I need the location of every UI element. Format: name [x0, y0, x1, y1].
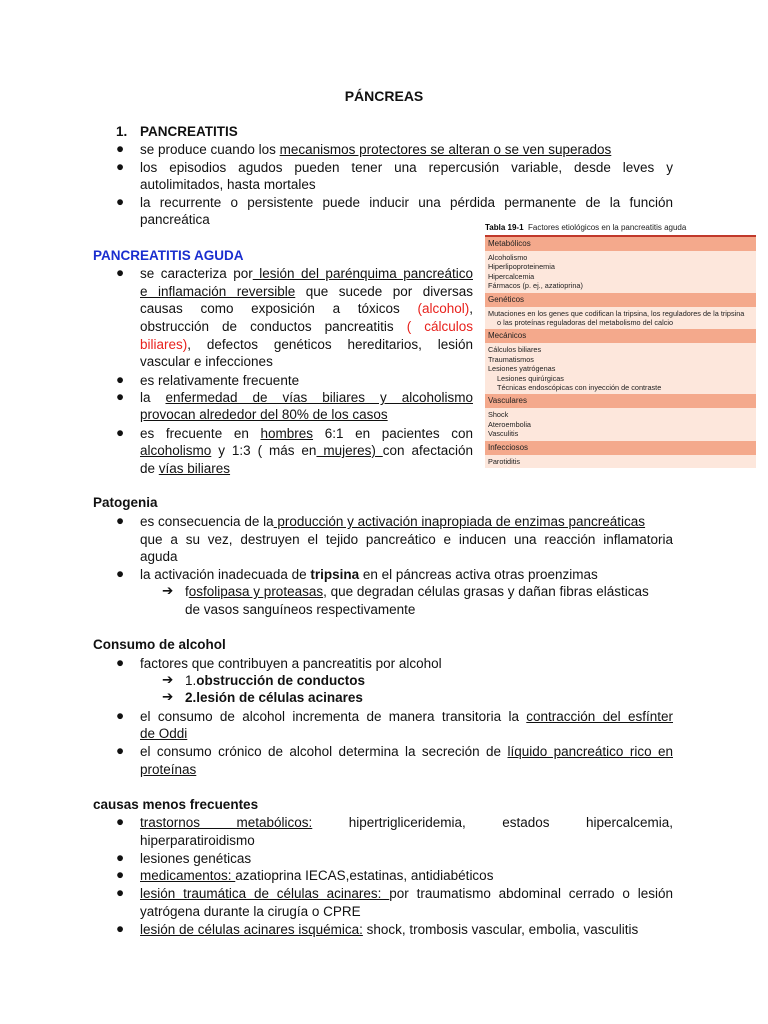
text: es consecuencia de la	[140, 514, 274, 529]
text: obstrucción de conductos pancreatitis	[140, 319, 407, 334]
bullet: ●	[116, 372, 125, 387]
list-item	[140, 743, 673, 761]
text: que sucede por diversas	[295, 284, 473, 299]
arrow-icon: ➔	[162, 583, 174, 598]
list-item-cont: hiperparatiroidismo	[140, 833, 255, 848]
underlined-text: alcoholismo	[140, 443, 212, 458]
table-row: Cálculos biliares	[488, 345, 542, 355]
table-row: Alcoholismo	[488, 253, 528, 262]
etiology-table	[485, 222, 756, 468]
list-item-cont	[140, 460, 473, 478]
text: , defectos genéticos hereditarios, lesión	[187, 337, 473, 352]
text: ,	[469, 301, 473, 316]
text: 1.	[185, 673, 197, 688]
table-row: Fármacos (p. ej., azatioprina)	[488, 281, 583, 291]
list-item: es relativamente frecuente	[140, 373, 300, 388]
list-item	[140, 867, 673, 885]
table-row: Técnicas endoscópicas con inyección de contraste	[497, 383, 662, 393]
list-item	[140, 708, 673, 726]
table-row: Ateroembolia	[488, 419, 531, 429]
sub-item-cont: de vasos sanguíneos respectivamente	[185, 602, 416, 617]
section-heading-causas: causas menos frecuentes	[93, 797, 259, 812]
text: causas como exposición a tóxicos	[140, 301, 418, 316]
list-item	[140, 921, 673, 939]
text: de	[140, 461, 159, 476]
list-item	[140, 566, 673, 584]
table-row: Hipercalcemia	[488, 271, 535, 281]
underlined-text: producción y activación inapropiada de enzimas pancreáticas	[273, 514, 646, 529]
list-item-cont: yatrógena durante la cirugía o CPRE	[140, 904, 361, 919]
text: azatioprina IECAS,estatinas, antidiabéticos	[235, 868, 494, 883]
list-item	[140, 389, 473, 407]
bullet: ●	[116, 513, 125, 528]
red-text: (alcohol)	[417, 301, 470, 316]
text: la	[140, 390, 166, 405]
underlined-text: lesión de células acinares isquémica:	[140, 922, 363, 937]
bullet: ●	[116, 655, 125, 670]
table-row: Vasculitis	[488, 429, 519, 439]
list-item-cont	[140, 725, 673, 743]
section-heading-patogenia: Patogenia	[93, 495, 158, 510]
sub-item	[185, 672, 673, 690]
text: por traumatismo abdominal cerrado o lesión	[389, 886, 673, 901]
table-row: o las proteínas reguladoras del metabolismo del calcio	[497, 318, 674, 328]
text: con afectación	[382, 443, 473, 458]
list-item-cont: vascular e infecciones	[140, 354, 273, 369]
underlined-text: lesión traumática de células acinares:	[140, 886, 390, 901]
bullet: ●	[116, 194, 125, 209]
red-text: biliares)	[140, 337, 188, 352]
list-item-cont: aguda	[140, 549, 178, 564]
table-row: Lesiones quirúrgicas	[497, 373, 564, 383]
bullet: ●	[116, 265, 125, 280]
underlined-text: mecanismos protectores se alteran o se ven superados	[279, 142, 612, 157]
list-item	[140, 265, 473, 283]
underlined-text: líquido pancreático rico en	[507, 744, 673, 759]
table-caption: Factores etiológicos en la pancreatitis aguda	[528, 223, 687, 232]
table-row: Lesiones yatrógenas	[488, 364, 556, 374]
table-section-header: Infecciosos	[485, 441, 756, 455]
bullet: ●	[116, 921, 125, 936]
bullet: ●	[116, 743, 125, 758]
page-title: PÁNCREAS	[344, 88, 424, 104]
text: el consumo crónico de alcohol determina la secreción de	[140, 744, 508, 759]
text: 6:1 en pacientes con	[313, 426, 473, 441]
bullet: ●	[116, 389, 125, 404]
list-item-cont	[140, 406, 473, 424]
underlined-text: mujeres)	[316, 443, 383, 458]
bullet: ●	[116, 885, 125, 900]
underlined-text: e inflamación reversible	[140, 284, 296, 299]
list-item-cont: autolimitados, hasta mortales	[140, 177, 316, 192]
text: el consumo de alcohol incrementa de manera transitoria la	[140, 709, 527, 724]
section-heading-aguda: PANCREATITIS AGUDA	[93, 248, 244, 263]
list-item	[140, 425, 473, 443]
list-item	[140, 885, 673, 903]
bullet: ●	[116, 814, 125, 829]
list-item: los episodios agudos pueden tener una repercusión variable, desde leves y	[140, 160, 673, 175]
bullet: ●	[116, 708, 125, 723]
list-item-cont	[140, 318, 473, 336]
text: se caracteriza por	[140, 266, 253, 281]
text: f	[185, 584, 189, 599]
bold-text: tripsina	[310, 567, 360, 582]
table-title	[485, 222, 756, 237]
bullet: ●	[116, 159, 125, 174]
bullet: ●	[116, 850, 125, 865]
table-row: Traumatismos	[488, 354, 534, 364]
table-row: Parotiditis	[488, 456, 521, 466]
bullet: ●	[116, 425, 125, 440]
red-text: ( cálculos	[406, 319, 473, 334]
list-item	[140, 141, 673, 159]
table-section-rows	[485, 343, 756, 394]
table-section-header: Genéticos	[485, 293, 756, 307]
list-item-cont	[140, 761, 673, 779]
underlined-text: trastornos metabólicos:	[140, 815, 313, 830]
text: en el páncreas activa otras proenzimas	[359, 567, 598, 582]
table-section-rows	[485, 251, 756, 293]
bullet: ●	[116, 566, 125, 581]
underlined-text: vías biliares	[158, 461, 231, 476]
bold-text: obstrucción de conductos	[196, 673, 366, 688]
text: se produce cuando los	[140, 142, 280, 157]
text: es frecuente en	[140, 426, 261, 441]
underlined-text: lesión del parénquima pancreático	[252, 266, 473, 281]
arrow-icon: ➔	[162, 689, 174, 704]
underlined-text: enfermedad de vías biliares y alcoholismo	[165, 390, 473, 405]
list-item-cont: pancreática	[140, 212, 210, 227]
list-item: factores que contribuyen a pancreatitis por alcohol	[140, 656, 442, 671]
table-section-rows	[485, 408, 756, 440]
table-section-header: Mecánicos	[485, 329, 756, 343]
underlined-text: contracción del esfínter	[526, 709, 673, 724]
list-item-cont	[140, 300, 473, 318]
list-item: lesiones genéticas	[140, 851, 252, 866]
underlined-text: provocan alrededor del 80% de los casos	[140, 407, 388, 422]
sub-item: 2.lesión de células acinares	[185, 690, 363, 705]
list-item: la recurrente o persistente puede inducir una pérdida permanente de la función	[140, 195, 673, 210]
arrow-icon: ➔	[162, 672, 174, 687]
list-item-cont	[140, 442, 473, 460]
bullet: ●	[116, 141, 125, 156]
section-number: 1.	[116, 124, 128, 139]
table-row: Hiperlipoproteinemia	[488, 262, 555, 272]
table-section-header: Metabólicos	[485, 237, 756, 251]
table-row: Shock	[488, 410, 509, 420]
table-row: Mutaciones en los genes que codifican la tripsina, los reguladores de la tripsina	[488, 308, 745, 318]
text: hipertrigliceridemia, estados hipercalcemia,	[312, 815, 673, 830]
text: y 1:3 ( más en	[211, 443, 317, 458]
sub-item	[185, 583, 673, 601]
list-item-cont: que a su vez, destruyen el tejido pancreático e inducen una reacción inflamatoria	[140, 532, 673, 547]
underlined-text: proteínas	[140, 762, 197, 777]
text: shock, trombosis vascular, embolia, vasculitis	[362, 922, 639, 937]
underlined-text: de Oddi	[140, 726, 188, 741]
table-section-rows	[485, 455, 756, 468]
bullet: ●	[116, 867, 125, 882]
section-heading-pancreatitis: PANCREATITIS	[140, 124, 238, 139]
list-item-cont	[140, 336, 473, 354]
table-number: Tabla 19-1	[485, 223, 524, 232]
section-heading-alcohol: Consumo de alcohol	[93, 637, 226, 652]
text: la activación inadecuada de	[140, 567, 311, 582]
underlined-text: hombres	[260, 426, 314, 441]
table-section-header: Vasculares	[485, 394, 756, 408]
underlined-text: osfolipasa y proteasas	[188, 584, 324, 599]
list-item-cont	[140, 283, 473, 301]
text: , que degradan células grasas y dañan fibras elásticas	[323, 584, 649, 599]
underlined-text: medicamentos:	[140, 868, 236, 883]
table-section-rows	[485, 307, 756, 330]
list-item	[140, 513, 673, 531]
list-item	[140, 814, 673, 832]
